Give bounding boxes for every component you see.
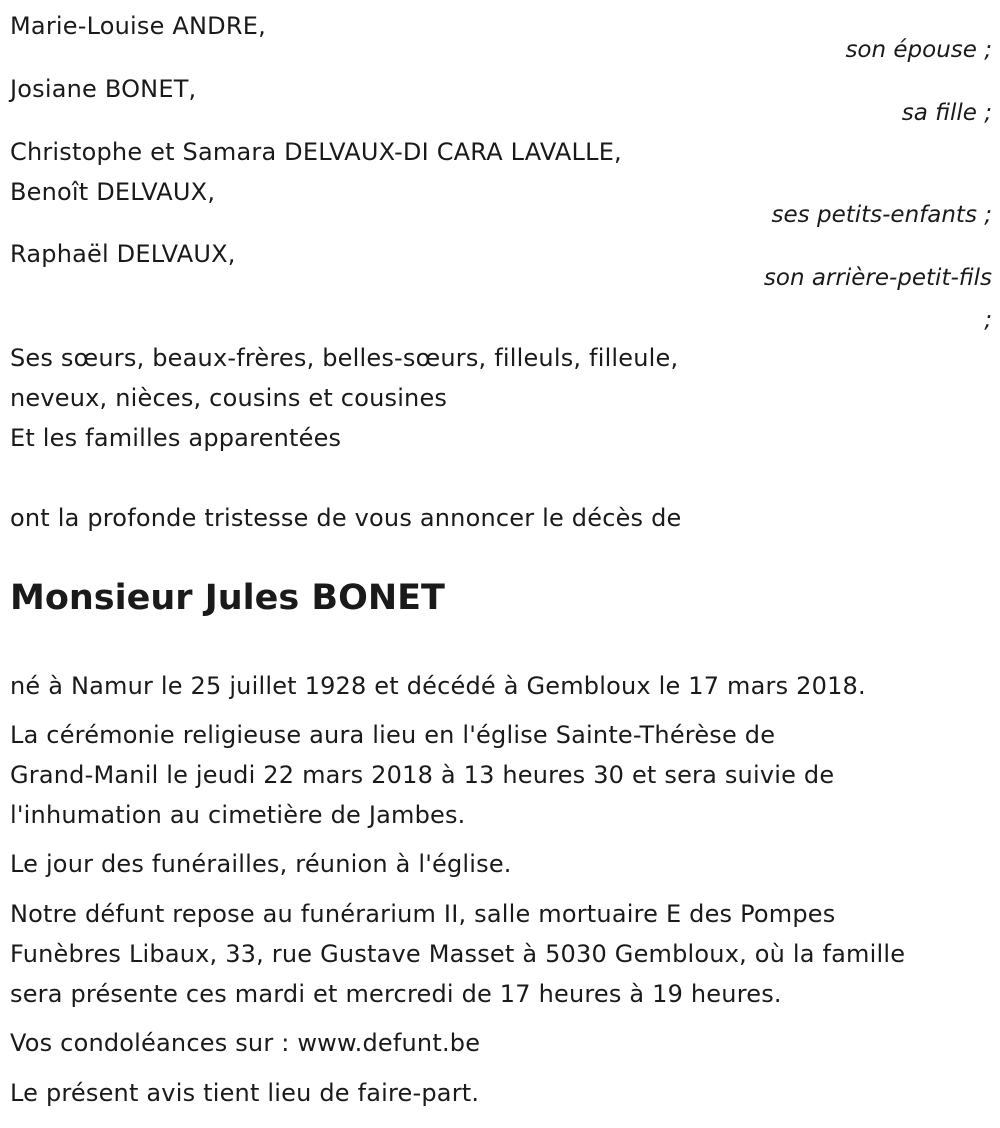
deceased-name-heading: Monsieur Jules BONET bbox=[10, 578, 445, 618]
grandchildren-line-2: Benoît DELVAUX, bbox=[10, 178, 216, 206]
relatives-line-3: Et les familles apparentées bbox=[10, 424, 342, 452]
spouse-relation: son épouse ; bbox=[845, 37, 992, 63]
announcement-text: ont la profonde tristesse de vous annoncer le décès de bbox=[10, 504, 682, 532]
ceremony-line-1: La cérémonie religieuse aura lieu en l'église Sainte-Thérèse de bbox=[10, 721, 776, 749]
funerarium-line-2: Funèbres Libaux, 33, rue Gustave Masset à 5030 Gembloux, où la famille bbox=[10, 940, 906, 968]
grandchildren-relation: ses petits-enfants ; bbox=[771, 202, 992, 228]
great-grandson-name: Raphaël DELVAUX, bbox=[10, 240, 236, 268]
spouse-name: Marie-Louise ANDRE, bbox=[10, 12, 266, 40]
meeting-text: Le jour des funérailles, réunion à l'église. bbox=[10, 850, 512, 878]
condolences-text: Vos condoléances sur : www.defunt.be bbox=[10, 1029, 481, 1057]
daughter-relation: sa fille ; bbox=[901, 100, 992, 126]
great-grandson-punctuation: ; bbox=[984, 307, 992, 333]
obituary-notice bbox=[10, 0, 992, 1128]
great-grandson-relation: son arrière-petit-fils bbox=[763, 265, 992, 291]
funerarium-line-1: Notre défunt repose au funérarium II, salle mortuaire E des Pompes bbox=[10, 900, 836, 928]
ceremony-line-3: l'inhumation au cimetière de Jambes. bbox=[10, 801, 466, 829]
relatives-line-1: Ses sœurs, beaux-frères, belles-sœurs, filleuls, filleule, bbox=[10, 344, 679, 372]
daughter-name: Josiane BONET, bbox=[10, 75, 197, 103]
notice-text: Le présent avis tient lieu de faire-part. bbox=[10, 1079, 480, 1107]
birth-death-text: né à Namur le 25 juillet 1928 et décédé à Gembloux le 17 mars 2018. bbox=[10, 672, 866, 700]
relatives-line-2: neveux, nièces, cousins et cousines bbox=[10, 384, 448, 412]
ceremony-line-2: Grand-Manil le jeudi 22 mars 2018 à 13 heures 30 et sera suivie de bbox=[10, 761, 835, 789]
grandchildren-line-1: Christophe et Samara DELVAUX-DI CARA LAVALLE, bbox=[10, 138, 622, 166]
funerarium-line-3: sera présente ces mardi et mercredi de 17 heures à 19 heures. bbox=[10, 980, 782, 1008]
